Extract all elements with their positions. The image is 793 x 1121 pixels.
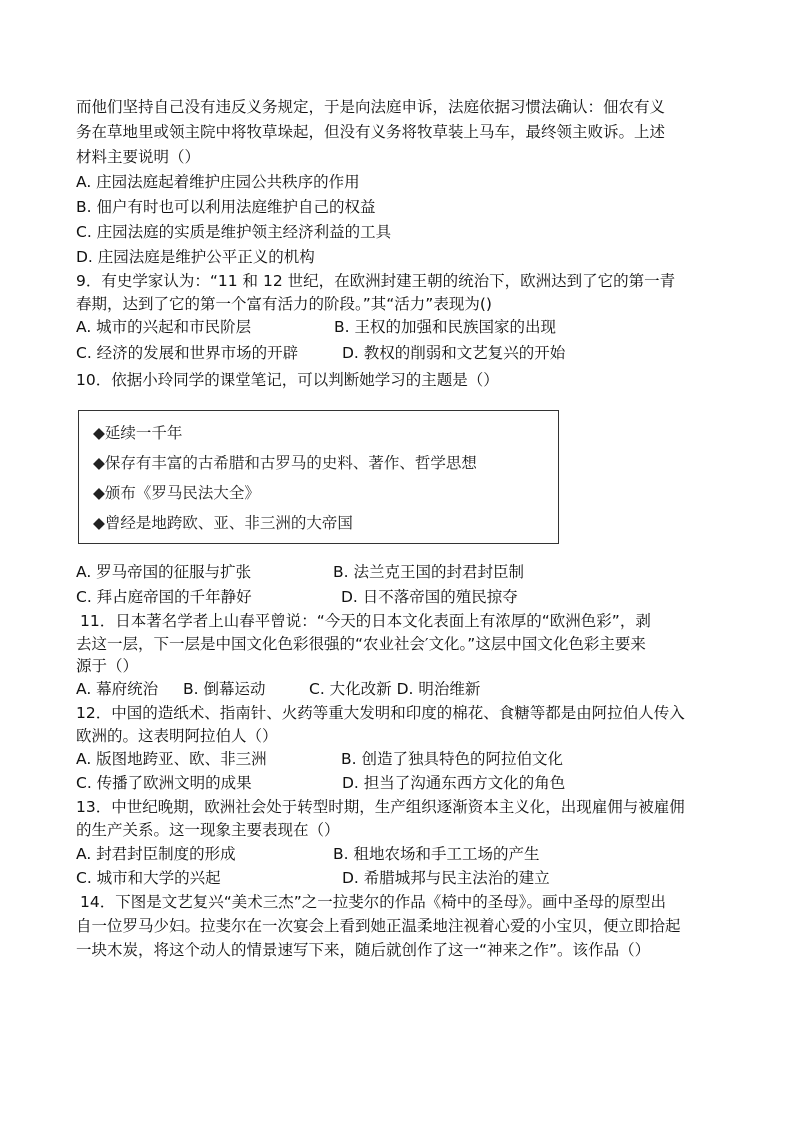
q8-option-b: B. 佃户有时也可以利用法庭维护自己的权益 — [76, 198, 376, 216]
q8-stem-line3: 材料主要说明（） — [76, 148, 201, 166]
q10-option-c: C. 拜占庭帝国的千年静好 — [76, 588, 252, 606]
q11-stem-line1: 11．日本著名学者上山春平曾说：“今天的日本文化表面上有浓厚的“欧洲色彩”，剥 — [80, 612, 651, 630]
q14-stem-line3: 一块木炭，将这个动人的情景速写下来，随后就创作了这一“神来之作”。该作品（） — [76, 941, 651, 959]
q13-stem-line2: 的生产关系。这一现象主要表现在（） — [76, 821, 340, 839]
class-note-item: ◆延续一千年 — [93, 424, 183, 442]
q11-option-b: B. 倒幕运动 — [183, 680, 266, 698]
q8-option-d: D. 庄园法庭是维护公平正义的机构 — [76, 248, 315, 266]
q9-stem-line1: 9．有史学家认为：“11 和 12 世纪，在欧洲封建王朝的统治下，欧洲达到了它的第一青 — [76, 272, 676, 290]
q8-stem-line2: 务在草地里或领主院中将牧草垛起，但没有义务将牧草装上马车，最终领主败诉。上述 — [76, 123, 666, 141]
q13-option-b: B. 租地农场和手工工场的产生 — [333, 845, 540, 863]
class-notes-box — [78, 410, 559, 544]
q14-stem-line2: 自一位罗马少妇。拉斐尔在一次宴会上看到她正温柔地注视着心爱的小宝贝，便立即拾起 — [76, 917, 681, 935]
q14-stem-line1: 14．下图是文艺复兴“美术三杰”之一拉斐尔的作品《椅中的圣母》。画中圣母的原型出 — [80, 893, 667, 911]
q9-option-d: D. 教权的削弱和文艺复兴的开始 — [342, 344, 566, 362]
q9-option-b: B. 王权的加强和民族国家的出现 — [334, 318, 556, 336]
q12-option-a: A. 版图地跨亚、欧、非三洲 — [76, 750, 267, 768]
q8-option-c: C. 庄园法庭的实质是维护领主经济利益的工具 — [76, 223, 392, 241]
q11-option-a: A. 幕府统治 — [76, 680, 159, 698]
q8-option-a: A. 庄园法庭起着维护庄园公共秩序的作用 — [76, 173, 360, 191]
q13-option-a: A. 封君封臣制度的形成 — [76, 845, 236, 863]
q11-stem-line3: 源于（） — [76, 657, 139, 675]
q12-option-d: D. 担当了沟通东西方文化的角色 — [342, 774, 566, 792]
class-note-item: ◆颁布《罗马民法大全》 — [93, 484, 260, 502]
q9-stem-line2: 春期，达到了它的第一个富有活力的阶段。”其“活力”表现为() — [76, 295, 492, 313]
q9-option-c: C. 经济的发展和世界市场的开辟 — [76, 344, 299, 362]
class-note-item: ◆保存有丰富的古希腊和古罗马的史料、著作、哲学思想 — [93, 454, 477, 472]
q10-stem: 10．依据小玲同学的课堂笔记，可以判断她学习的主题是（） — [76, 371, 499, 389]
q13-option-c: C. 城市和大学的兴起 — [76, 869, 221, 887]
q9-option-a: A. 城市的兴起和市民阶层 — [76, 318, 252, 336]
q11-option-cd: C. 大化改新 D. 明治维新 — [309, 680, 481, 698]
q12-option-c: C. 传播了欧洲文明的成果 — [76, 774, 252, 792]
q13-option-d: D. 希腊城邦与民主法治的建立 — [342, 869, 550, 887]
q12-option-b: B. 创造了独具特色的阿拉伯文化 — [341, 750, 563, 768]
q10-option-b: B. 法兰克王国的封君封臣制 — [333, 563, 524, 581]
class-note-item: ◆曾经是地跨欧、亚、非三洲的大帝国 — [93, 514, 353, 532]
q10-option-a: A. 罗马帝国的征服与扩张 — [76, 563, 252, 581]
q10-option-d: D. 日不落帝国的殖民掠夺 — [341, 588, 518, 606]
q8-stem-line1: 而他们坚持自己没有违反义务规定，于是向法庭申诉，法庭依据习惯法确认：佃农有义 — [76, 98, 666, 116]
q12-stem-line2: 欧洲的。这表明阿拉伯人（） — [76, 727, 278, 745]
q11-stem-line2: 去这一层，下一层是中国文化色彩很强的“农业社会′文化。”这层中国文化色彩主要来 — [76, 635, 646, 653]
q13-stem-line1: 13．中世纪晚期，欧洲社会处于转型时期，生产组织逐渐资本主义化，出现雇佣与被雇佣 — [76, 798, 685, 816]
q12-stem-line1: 12．中国的造纸术、指南针、火药等重大发明和印度的棉花、食糖等都是由阿拉伯人传入 — [76, 704, 685, 722]
